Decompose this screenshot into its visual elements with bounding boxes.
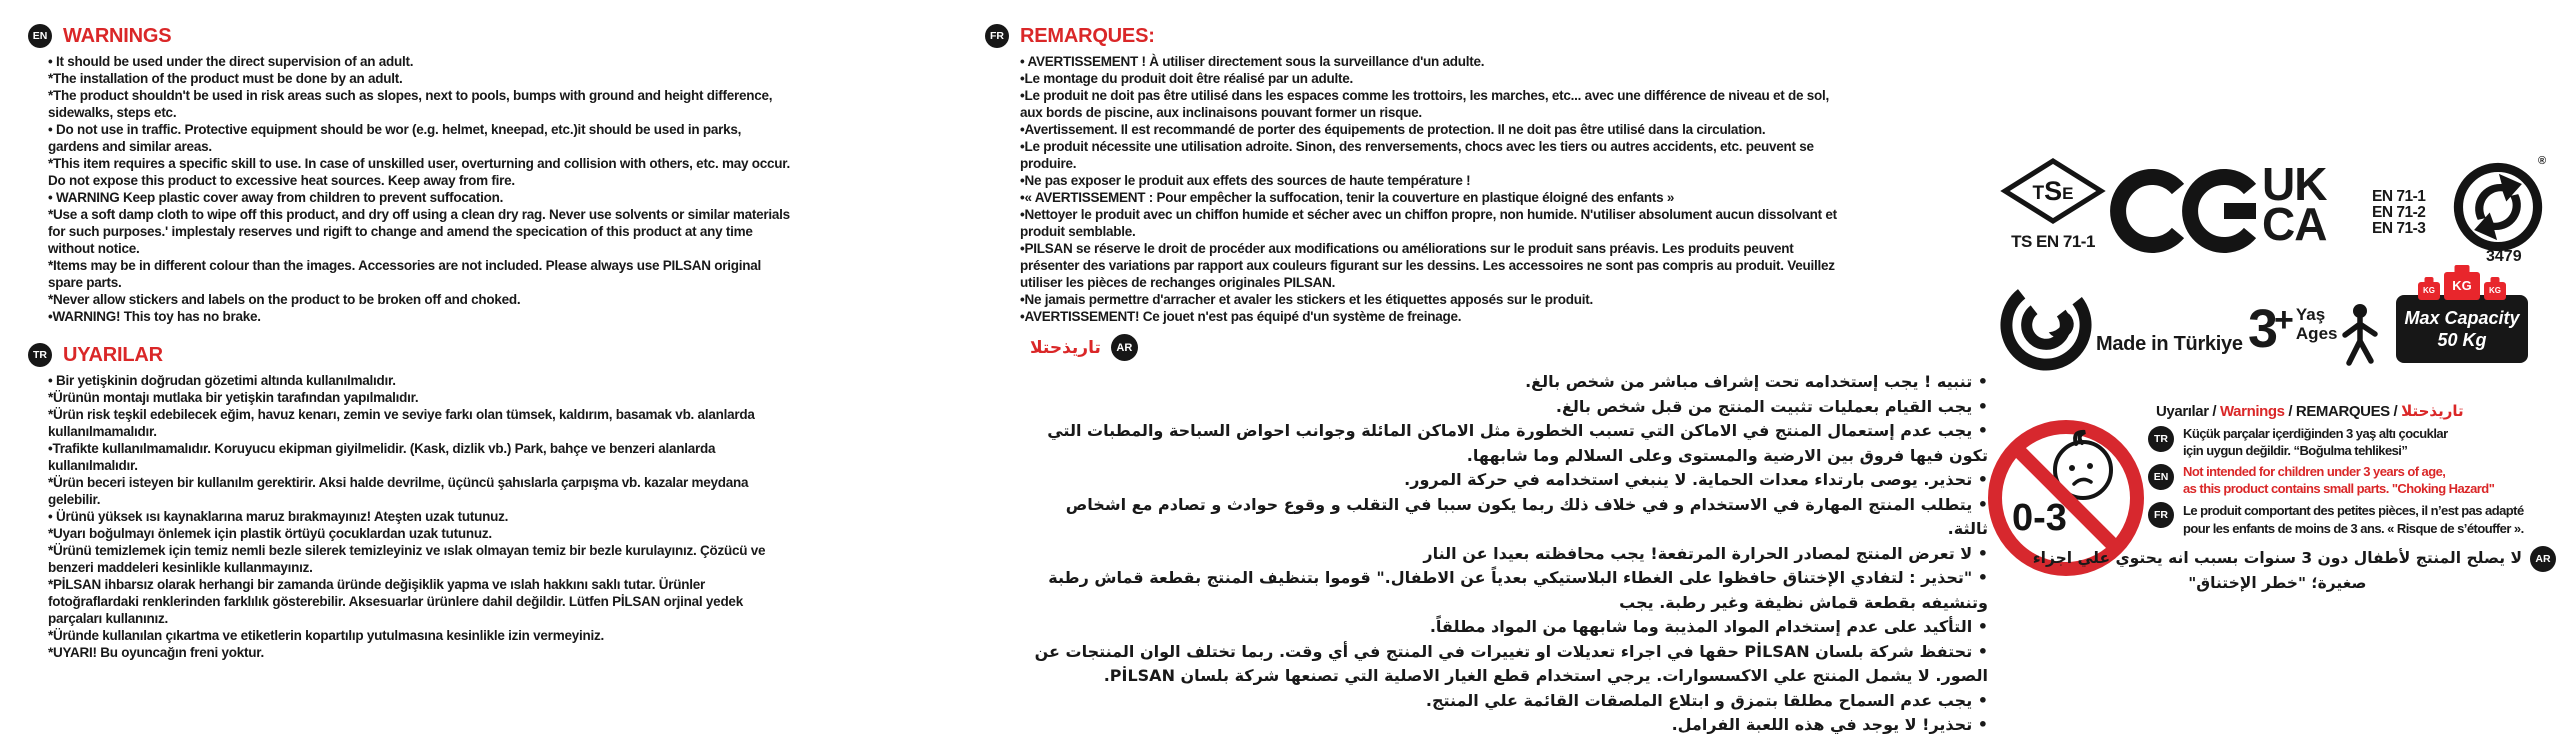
choking-header-tr: Uyarılar / <box>2156 403 2220 420</box>
tr-warning-line: *Ürün beceri isteyen bir kullanılm gerektirir. Aksi halde devrilme, üçüncü şahıslarla çarpışma vb. kazalar meydana gelebilir. <box>48 475 749 507</box>
ukca-mark <box>2262 158 2327 250</box>
child-figure-icon <box>2339 303 2379 372</box>
choking-warning-header <box>2156 402 2464 420</box>
fr-warning-line: • AVERTISSEMENT ! À utiliser directement sous la surveillance d'un adulte. <box>1020 54 1485 69</box>
tr-warning-line: *Ürünü temizlemek için temiz nemli bezle silerek temizleyiniz ve ıslak olmayan temiz bir bezle kurulayınız. Çözücü ve benzeri maddeleri kesinlikle kullanmayınız. <box>48 543 766 575</box>
tr-language-badge: TR <box>28 343 52 367</box>
tr-language-badge: TR <box>2148 426 2174 452</box>
ar-warning-line: • يجب القيام بعمليات تثبيت المنتج من قبل شخص بالغ. <box>1555 396 1988 416</box>
ar-warning-line: • التأكيد على عدم إستخدام المواد المذيبة وما شابهها من المواد مطلقاً. <box>1429 617 1988 636</box>
en-warnings-body <box>48 53 790 325</box>
choking-item-ar <box>2032 546 2556 596</box>
tse-standard-label: TS EN 71-1 <box>2011 232 2095 251</box>
choking-text-fr: Le produit comportant des petites pièces, il n’est pas adapté pour les enfants de moins de 3 ans. « Risque de s’étouffer ». <box>2183 503 2524 536</box>
fr-warning-line: •Le produit ne doit pas être utilisé dans les espaces comme les trottoirs, les marches, etc... avec une différence de niveau et de sol, aux bords de piscine, aux inclinaisons pouvant former un risque. <box>1020 88 1830 120</box>
fr-warning-line: •« AVERTISSEMENT : Pour empêcher la suffocation, tenir la couverture en plastique éloigné des enfants » <box>1020 190 1675 205</box>
fr-warning-line: •PILSAN se réserve le droit de procéder aux modifications ou améliorations sur le produit sans préavis. Les produits peuvent présenter des variations par rapport aux couleurs figurant sur les dessins. Les accessoires ne sont pas compris au produit. Veuillez utiliser les pièces de rechanges originales PILSAN. <box>1020 241 1835 290</box>
fr-language-badge: FR <box>2148 502 2174 528</box>
green-dot-recycling-icon <box>2452 161 2544 258</box>
en-warning-line: *Use a soft damp cloth to wipe off this product, and dry off using a clean dry rag. Never use solvents or similar materials for such purposes.' implestaly reserves und rigift to change and amend the specication of this product at any time without notice. <box>48 207 790 256</box>
kg-weight-big-icon: KG <box>2444 272 2480 300</box>
en71-standards-list <box>2372 189 2425 237</box>
en-warning-line: • WARNING Keep plastic cover away from children to prevent suffocation. <box>48 190 504 205</box>
ce-mark-icon <box>2118 163 2264 264</box>
en71-standard: EN 71-3 <box>2372 220 2426 237</box>
ar-warnings-body <box>1030 370 1988 738</box>
max-capacity-badge <box>2396 272 2528 363</box>
tr-warning-line: *Ürünün montajı mutlaka bir yetişkin tarafından yapılmalıdır. <box>48 390 419 405</box>
svg-text:0-3: 0-3 <box>2012 497 2067 539</box>
made-in-turkiye-label: Made in Türkiye <box>2096 333 2243 355</box>
ar-warning-line: • تحذير! لا يوجد في هذه اللعبة الفرامل. <box>1671 715 1988 734</box>
tr-uyarilar-title: UYARILAR <box>63 343 163 366</box>
ar-warning-line: • يجب عدم إستعمال المنتج في الاماكن التي تسبب الخطورة مثل الاماكن المائلة وجوانب احواض السباحة والمطبات التي تكون فيها فروق بين الارضية والمستوى وعلى السلالم وما شابهها. <box>1047 421 1988 465</box>
kg-weight-small-icon: KG <box>2418 282 2440 300</box>
en-warning-line: *This item requires a specific skill to use. In case of unskilled user, overturning and collision with others, etc. may occur. Do not expose this product to excessive heat sources. Keep away from fire. <box>48 156 790 188</box>
kg-weights-icon <box>2418 272 2506 300</box>
en-language-badge: EN <box>28 24 52 48</box>
ar-warning-line: • يجب عدم السماح مطلقا بتمزق و ابتلاع الملصقات القائمة علي المنتج. <box>1425 690 1988 710</box>
tr-warning-line: *Uyarı boğulmayı önlemek için plastik örtüyü çocuklardan uzak tutunuz. <box>48 526 492 541</box>
tr-warning-line: • Bir yetişkinin doğrudan gözetimi altında kullanılmalıdır. <box>48 373 396 388</box>
ukca-line-ca: CA <box>2262 198 2327 250</box>
fr-remarques-title: REMARQUES: <box>1020 24 1155 47</box>
svg-text:TSE: TSE <box>2032 176 2074 206</box>
choking-item-fr <box>2148 502 2556 537</box>
choking-header-ar: تاريذحتلا <box>2401 402 2464 420</box>
tr-warning-line: •Trafikte kullanılmamalıdır. Koruyucu ekipman giyilmelidir. (Kask, dizlik vb.) Park, bahçe ve benzeri alanlarda kullanılmalıdır. <box>48 441 716 473</box>
en71-standard: EN 71-2 <box>2372 204 2426 221</box>
tse-diamond-icon <box>2001 176 2105 228</box>
en-warning-line: *Never allow stickers and labels on the product to be broken off and choked. <box>48 292 521 307</box>
fr-warning-line: •Nettoyer le produit avec un chiffon humide et sécher avec un chiffon propre, non humide. N'utiliser absolument aucun dissolvant et produit semblable. <box>1020 207 1837 239</box>
ukca-line-uk: UK <box>2262 158 2327 210</box>
en-warning-line: • Do not use in traffic. Protective equipment should be wor (e.g. helmet, kneepad, etc.)it should be used in parks, gardens and similar areas. <box>48 122 742 154</box>
ar-warning-line: • "تحذير : لتفادي الإختناق حافظوا على الغطاء البلاستيكي بعدياً عن الاطفال." قوموا بتنظيف المنتج بقطعة قماش رطبة وتنشيفه بقطعة قماش نظيفة وغير رطبة. يجب <box>1048 568 1988 612</box>
fr-warning-line: •Avertissement. Il est recommandé de porter des équipements de protection. Il ne doit pas être utilisé dans la circulation. <box>1020 122 1766 137</box>
fr-warning-line: •Le produit nécessite une utilisation adroite. Sinon, des renversements, chocs avec les tiers ou autres accidents, etc. peuvent se produire. <box>1020 139 1814 171</box>
section-en-warnings <box>28 24 798 325</box>
choking-header-fr: / REMARQUES / <box>2284 403 2402 420</box>
en-warning-line: *The installation of the product must be done by an adult. <box>48 71 403 86</box>
made-in-turkiye-crescent-icon <box>2000 276 2092 379</box>
tr-warning-line: *Üründe kullanılan çıkartma ve etiketlerin kopartılıp yutulmasına kesinlikle izin vermeyiniz. <box>48 628 604 643</box>
green-dot-number: 3479 <box>2486 248 2522 265</box>
choking-item-tr <box>2148 426 2556 459</box>
age-plus-sign: + <box>2274 301 2294 339</box>
choking-text-en: Not intended for children under 3 years of age, as this product contains small parts. "Choking Hazard" <box>2183 464 2495 496</box>
ar-warning-line: • تحتفظ شركة بلسان PİLSAN حقها في اجراء تعديلات او تغييرات في المنتج في أي وقت. ربما تختلف الوان المنتجات عن الصور. لا يشمل المنتج علي الاكسسوارات. يرجي استخدام قطع الغيار الاصلية التي تصنعها شركة بلسان PİLSAN. <box>1034 641 1988 685</box>
max-capacity-label: Max Capacity <box>2404 308 2520 328</box>
tr-warning-line: *Ürün risk teşkil edebilecek eğim, havuz kenarı, zemin ve seviye farkı olan tümsek, kaldırım, basamak vb. alanlarda kullanılmamalıdır. <box>48 407 755 439</box>
choking-header-en: Warnings <box>2219 403 2285 420</box>
en71-standard: EN 71-1 <box>2372 188 2426 205</box>
tr-uyarilar-body <box>48 372 790 661</box>
ar-language-badge: AR <box>2530 546 2556 572</box>
max-capacity-value: 50 Kg <box>2437 330 2487 350</box>
ar-warning-line: • يتطلب المنتج المهارة في الاستخدام و في خلاف ذلك ربما يكون سببا في التقلب و وقوع حوادث و تصادم مع اشخاص ثالثة. <box>1065 494 1988 538</box>
fr-warning-line: •Ne pas exposer le produit aux effets des sources de haute température ! <box>1020 173 1471 188</box>
ar-warning-line: • تحذير. يوصى بارتداء معدات الحماية. لا ينبغي استخدامه في حركة المرور. <box>1404 470 1988 489</box>
section-ar-warnings <box>1030 334 1988 738</box>
kg-weight-small-icon: KG <box>2484 282 2506 300</box>
ar-language-badge: AR <box>1111 334 1138 361</box>
en-language-badge: EN <box>2148 464 2174 490</box>
age-label-en: Ages <box>2295 324 2338 343</box>
choking-item-en <box>2148 464 2556 497</box>
choking-text-ar: لا يصلح المنتج لأطفال دون 3 سنوات بسبب انه يحتوي علي اجزاء صغيرة؛ "خطر الإختناق" <box>2032 549 2522 592</box>
section-tr-uyarilar <box>28 343 798 661</box>
en-warning-line: •WARNING! This toy has no brake. <box>48 309 261 324</box>
tr-warning-line: • Ürünü yüksek ısı kaynaklarına maruz bırakmayınız! Ateşten uzak tutunuz. <box>48 509 509 524</box>
ar-warning-line: • تنبيه ! يجب إستخدامه تحت إشراف مباشر من شخص بالغ. <box>1525 372 1988 391</box>
ar-warnings-title: تاريذحتلا <box>1030 337 1101 358</box>
tr-warning-line: *UYARI! Bu oyuncağın freni yoktur. <box>48 645 265 660</box>
en-warning-line: *The product shouldn't be used in risk areas such as slopes, next to pools, bumps with ground and height difference, sidewalks, steps etc. <box>48 88 773 120</box>
age-label-tr: Yaş <box>2295 305 2326 324</box>
fr-warning-line: •AVERTISSEMENT! Ce jouet n'est pas équipé d'un système de freinage. <box>1020 309 1462 324</box>
fr-warning-line: •Le montage du produit doit être réalisé par un adulte. <box>1020 71 1354 86</box>
tse-certification-mark <box>2000 158 2106 252</box>
tr-section-header <box>28 343 798 367</box>
en-section-header <box>28 24 798 48</box>
age-grade-3plus <box>2248 299 2379 372</box>
en-warning-line: *Items may be in different colour than the images. Accessories are not included. Please always use PILSAN original spare parts. <box>48 258 761 290</box>
ar-section-header <box>1030 334 1840 361</box>
fr-warning-line: •Ne jamais permettre d'arracher et avaler les stickers et les étiquettes apposés sur le produit. <box>1020 292 1593 307</box>
fr-remarques-body <box>1020 53 1838 325</box>
fr-language-badge: FR <box>985 24 1009 48</box>
section-fr-remarques <box>985 24 1845 325</box>
max-capacity-plate <box>2396 295 2528 363</box>
age-number: 3 <box>2248 299 2277 359</box>
ar-warning-line: • لا تعرض المنتج لمصادر الحرارة المرتفعة! يجب محافظته بعيدا عن النار <box>1423 543 1988 563</box>
en-warnings-title: WARNINGS <box>63 24 172 47</box>
age-labels <box>2296 305 2338 343</box>
tr-warning-line: *PİLSAN ihbarsız olarak herhangi bir zamanda üründe değişiklik yapma ve ıslah hakkını saklı tutar. Ürünler fotoğraflardaki renklerinden farklılık gösterebilir. Aksesuarlar ürünlere dahil değildir. Lütfen PİLSAN orjinal yedek parçaları kullanınız. <box>48 577 743 626</box>
choking-text-tr: Küçük parçalar içerdiğinden 3 yaş altı çocuklar için uygun değildir. “Boğulma tehlikesi” <box>2183 426 2448 458</box>
en-warning-line: • It should be used under the direct supervision of an adult. <box>48 54 414 69</box>
registered-trademark-symbol: ® <box>2538 155 2547 167</box>
fr-section-header <box>985 24 1845 48</box>
